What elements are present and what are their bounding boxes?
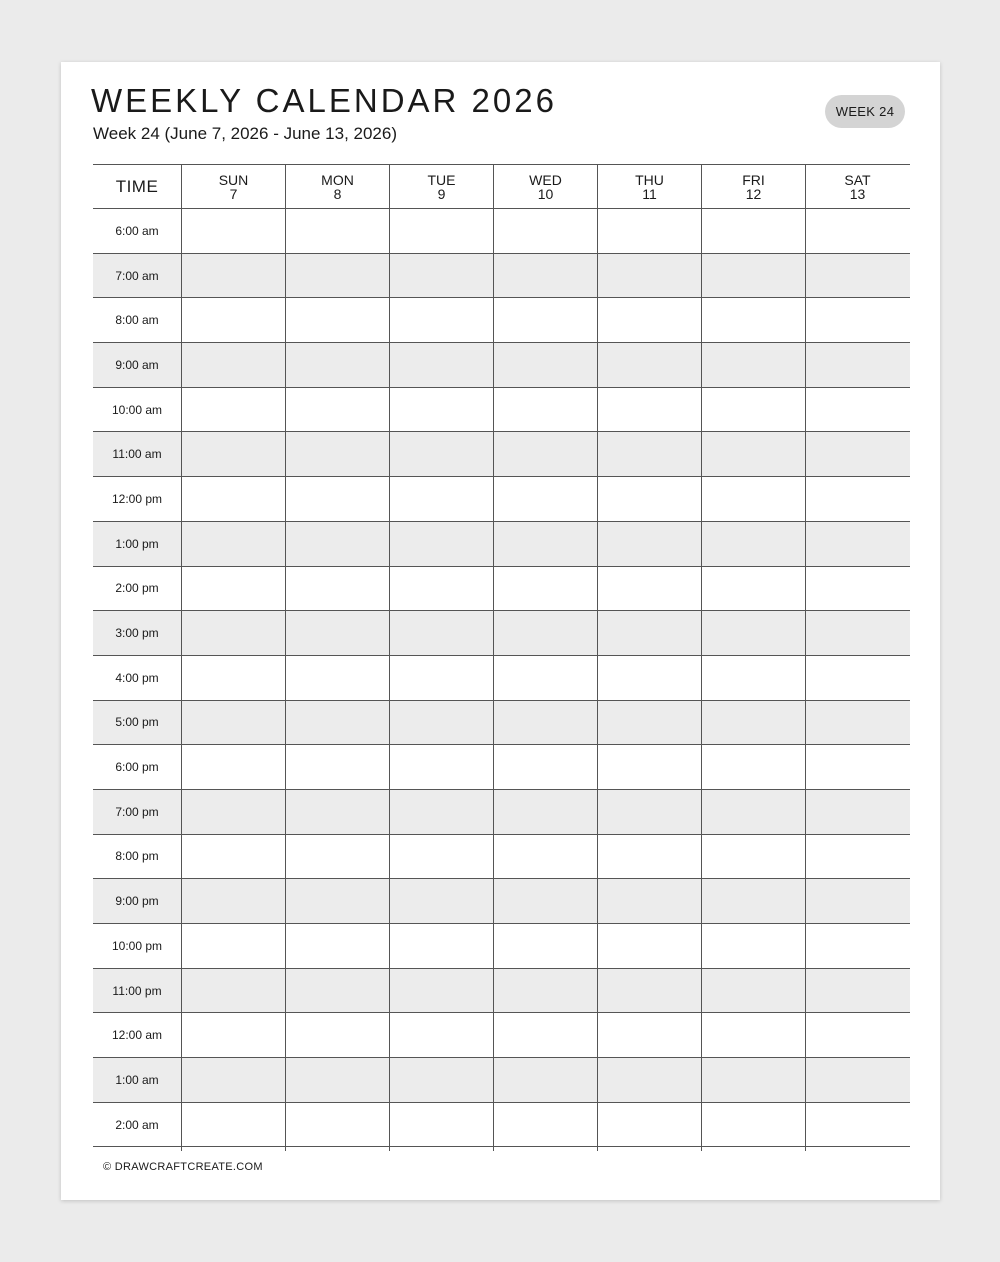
slot-cell-sun[interactable] xyxy=(181,388,285,432)
slot-cell-thu[interactable] xyxy=(597,1058,701,1102)
slot-cell-wed[interactable] xyxy=(493,969,597,1013)
slot-cell-fri[interactable] xyxy=(701,924,805,968)
day-date: 10 xyxy=(537,185,554,202)
day-name: THU xyxy=(635,171,664,188)
slot-cell-wed[interactable] xyxy=(493,1058,597,1102)
day-name: MON xyxy=(321,171,354,188)
slot-cell-fri[interactable] xyxy=(701,701,805,745)
table-row xyxy=(93,343,910,388)
time-label: 3:00 pm xyxy=(115,626,159,641)
slot-cell-tue[interactable] xyxy=(389,477,493,521)
slot-cell-sat[interactable] xyxy=(805,1103,909,1147)
slot-cell-wed[interactable] xyxy=(493,790,597,834)
slot-cell-wed[interactable] xyxy=(493,611,597,655)
slot-cell-fri[interactable] xyxy=(701,745,805,789)
slot-cell-thu[interactable] xyxy=(597,477,701,521)
slot-cell-tue[interactable] xyxy=(389,1013,493,1057)
time-label: 8:00 am xyxy=(115,313,159,328)
slot-cell-mon[interactable] xyxy=(285,790,389,834)
slot-cell-sat[interactable] xyxy=(805,1058,909,1102)
slot-cell-sat[interactable] xyxy=(805,388,909,432)
slot-cell-fri[interactable] xyxy=(701,1058,805,1102)
slot-cell-thu[interactable] xyxy=(597,522,701,566)
column-tail xyxy=(181,1146,285,1151)
slot-cell-sat[interactable] xyxy=(805,790,909,834)
day-header-sat xyxy=(805,165,909,208)
table-row xyxy=(93,254,910,299)
slot-cell-sat[interactable] xyxy=(805,522,909,566)
table-row xyxy=(93,701,910,746)
day-date: 13 xyxy=(849,185,866,202)
table-row xyxy=(93,656,910,701)
slot-cell-sun[interactable] xyxy=(181,879,285,923)
grid-column-tails xyxy=(93,1146,910,1151)
slot-cell-sat[interactable] xyxy=(805,298,909,342)
slot-cell-tue[interactable] xyxy=(389,209,493,253)
slot-cell-sun[interactable] xyxy=(181,701,285,745)
slot-cell-sat[interactable] xyxy=(805,879,909,923)
day-header-sun xyxy=(181,165,285,208)
slot-cell-thu[interactable] xyxy=(597,432,701,476)
table-row xyxy=(93,924,910,969)
day-name: WED xyxy=(529,171,562,188)
time-label: 8:00 pm xyxy=(115,849,159,864)
slot-cell-fri[interactable] xyxy=(701,343,805,387)
slot-cell-fri[interactable] xyxy=(701,1103,805,1147)
slot-cell-fri[interactable] xyxy=(701,432,805,476)
day-header-tue xyxy=(389,165,493,208)
slot-cell-sat[interactable] xyxy=(805,611,909,655)
slot-cell-sun[interactable] xyxy=(181,522,285,566)
slot-cell-mon[interactable] xyxy=(285,611,389,655)
time-label: 7:00 am xyxy=(115,268,159,283)
slot-cell-thu[interactable] xyxy=(597,701,701,745)
slot-cell-mon[interactable] xyxy=(285,209,389,253)
slot-cell-fri[interactable] xyxy=(701,522,805,566)
slot-cell-sun[interactable] xyxy=(181,611,285,655)
slot-cell-sat[interactable] xyxy=(805,254,909,298)
day-date: 8 xyxy=(333,185,342,202)
slot-cell-sat[interactable] xyxy=(805,701,909,745)
day-date: 11 xyxy=(642,185,657,202)
slot-cell-thu[interactable] xyxy=(597,611,701,655)
table-row xyxy=(93,1058,910,1103)
table-row xyxy=(93,969,910,1014)
time-label: 9:00 am xyxy=(115,357,159,372)
slot-cell-thu[interactable] xyxy=(597,969,701,1013)
day-header-thu xyxy=(597,165,701,208)
table-row xyxy=(93,298,910,343)
table-row xyxy=(93,209,910,254)
day-header-fri xyxy=(701,165,805,208)
slot-cell-sat[interactable] xyxy=(805,835,909,879)
slot-cell-sun[interactable] xyxy=(181,209,285,253)
slot-cell-wed[interactable] xyxy=(493,835,597,879)
slot-cell-sun[interactable] xyxy=(181,1103,285,1147)
slot-cell-tue[interactable] xyxy=(389,924,493,968)
slot-cell-wed[interactable] xyxy=(493,701,597,745)
slot-cell-fri[interactable] xyxy=(701,969,805,1013)
slot-cell-thu[interactable] xyxy=(597,343,701,387)
table-row xyxy=(93,835,910,880)
table-row xyxy=(93,790,910,835)
slot-cell-mon[interactable] xyxy=(285,656,389,700)
slot-cell-thu[interactable] xyxy=(597,254,701,298)
slot-cell-sat[interactable] xyxy=(805,343,909,387)
time-label: 7:00 pm xyxy=(115,804,159,819)
slot-cell-mon[interactable] xyxy=(285,701,389,745)
slot-cell-thu[interactable] xyxy=(597,298,701,342)
copyright-footer: © DRAWCRAFTCREATE.COM xyxy=(103,1161,263,1173)
slot-cell-tue[interactable] xyxy=(389,567,493,611)
schedule-grid xyxy=(93,164,910,1147)
slot-cell-fri[interactable] xyxy=(701,611,805,655)
slot-cell-mon[interactable] xyxy=(285,477,389,521)
slot-cell-sun[interactable] xyxy=(181,477,285,521)
slot-cell-mon[interactable] xyxy=(285,567,389,611)
slot-cell-tue[interactable] xyxy=(389,745,493,789)
time-label: 10:00 pm xyxy=(111,938,163,953)
slot-cell-mon[interactable] xyxy=(285,254,389,298)
slot-cell-wed[interactable] xyxy=(493,522,597,566)
time-label: 9:00 pm xyxy=(115,894,159,909)
slot-cell-sat[interactable] xyxy=(805,924,909,968)
slot-cell-fri[interactable] xyxy=(701,209,805,253)
slot-cell-mon[interactable] xyxy=(285,924,389,968)
slot-cell-wed[interactable] xyxy=(493,1103,597,1147)
slot-cell-sun[interactable] xyxy=(181,298,285,342)
slot-cell-thu[interactable] xyxy=(597,745,701,789)
slot-cell-mon[interactable] xyxy=(285,1013,389,1057)
slot-cell-sun[interactable] xyxy=(181,835,285,879)
slot-cell-fri[interactable] xyxy=(701,298,805,342)
slot-cell-sun[interactable] xyxy=(181,1013,285,1057)
column-tail xyxy=(389,1146,493,1151)
slot-cell-mon[interactable] xyxy=(285,1058,389,1102)
slot-cell-wed[interactable] xyxy=(493,477,597,521)
slot-cell-mon[interactable] xyxy=(285,432,389,476)
slot-cell-tue[interactable] xyxy=(389,388,493,432)
slot-cell-sun[interactable] xyxy=(181,343,285,387)
time-label: 11:00 pm xyxy=(112,983,162,998)
day-name: FRI xyxy=(742,171,765,188)
slot-cell-wed[interactable] xyxy=(493,388,597,432)
slot-cell-sat[interactable] xyxy=(805,477,909,521)
column-tail xyxy=(597,1146,701,1151)
table-row xyxy=(93,388,910,433)
slot-cell-wed[interactable] xyxy=(493,745,597,789)
calendar-page xyxy=(61,62,940,1200)
slot-cell-mon[interactable] xyxy=(285,879,389,923)
column-tail xyxy=(701,1146,805,1151)
slot-cell-thu[interactable] xyxy=(597,656,701,700)
slot-cell-tue[interactable] xyxy=(389,611,493,655)
slot-cell-fri[interactable] xyxy=(701,254,805,298)
slot-cell-sun[interactable] xyxy=(181,924,285,968)
slot-cell-mon[interactable] xyxy=(285,1103,389,1147)
slot-cell-fri[interactable] xyxy=(701,388,805,432)
time-label: 2:00 am xyxy=(115,1117,159,1132)
slot-cell-thu[interactable] xyxy=(597,209,701,253)
day-date: 7 xyxy=(229,185,238,202)
slot-cell-sun[interactable] xyxy=(181,745,285,789)
slot-cell-tue[interactable] xyxy=(389,1103,493,1147)
slot-cell-wed[interactable] xyxy=(493,343,597,387)
day-name: SUN xyxy=(218,171,249,188)
day-date: 9 xyxy=(437,185,446,202)
slot-cell-wed[interactable] xyxy=(493,879,597,923)
slot-cell-sun[interactable] xyxy=(181,969,285,1013)
slot-cell-sat[interactable] xyxy=(805,969,909,1013)
slot-cell-tue[interactable] xyxy=(389,656,493,700)
slot-cell-fri[interactable] xyxy=(701,835,805,879)
slot-cell-sat[interactable] xyxy=(805,432,909,476)
slot-cell-fri[interactable] xyxy=(701,567,805,611)
week-date-range: Week 24 (June 7, 2026 - June 13, 2026) xyxy=(93,124,397,143)
table-row xyxy=(93,522,910,567)
table-row xyxy=(93,1013,910,1058)
slot-cell-sun[interactable] xyxy=(181,790,285,834)
table-row xyxy=(93,477,910,522)
slot-cell-wed[interactable] xyxy=(493,209,597,253)
slot-cell-fri[interactable] xyxy=(701,477,805,521)
time-label: 11:00 am xyxy=(112,447,162,462)
slot-cell-sun[interactable] xyxy=(181,254,285,298)
time-label: 4:00 pm xyxy=(115,670,159,685)
slot-cell-fri[interactable] xyxy=(701,656,805,700)
slot-cell-wed[interactable] xyxy=(493,924,597,968)
table-row xyxy=(93,879,910,924)
slot-cell-fri[interactable] xyxy=(701,1013,805,1057)
slot-cell-sun[interactable] xyxy=(181,656,285,700)
time-label: 1:00 pm xyxy=(115,536,159,551)
time-label: 5:00 pm xyxy=(115,715,159,730)
time-label: 2:00 pm xyxy=(115,581,159,596)
slot-cell-sat[interactable] xyxy=(805,656,909,700)
slot-cell-thu[interactable] xyxy=(597,835,701,879)
slot-cell-mon[interactable] xyxy=(285,835,389,879)
slot-cell-thu[interactable] xyxy=(597,879,701,923)
slot-cell-tue[interactable] xyxy=(389,835,493,879)
slot-cell-tue[interactable] xyxy=(389,969,493,1013)
slot-cell-sat[interactable] xyxy=(805,209,909,253)
slot-cell-thu[interactable] xyxy=(597,924,701,968)
time-label: 6:00 pm xyxy=(115,760,159,775)
time-rows xyxy=(93,209,910,1147)
slot-cell-mon[interactable] xyxy=(285,969,389,1013)
slot-cell-fri[interactable] xyxy=(701,879,805,923)
slot-cell-fri[interactable] xyxy=(701,790,805,834)
slot-cell-tue[interactable] xyxy=(389,701,493,745)
slot-cell-thu[interactable] xyxy=(597,1103,701,1147)
week-badge: WEEK 24 xyxy=(825,95,905,128)
slot-cell-tue[interactable] xyxy=(389,432,493,476)
slot-cell-wed[interactable] xyxy=(493,567,597,611)
table-row xyxy=(93,567,910,612)
slot-cell-thu[interactable] xyxy=(597,567,701,611)
slot-cell-thu[interactable] xyxy=(597,790,701,834)
slot-cell-mon[interactable] xyxy=(285,522,389,566)
time-label: 6:00 am xyxy=(115,223,159,238)
time-label: 12:00 pm xyxy=(111,491,163,506)
slot-cell-mon[interactable] xyxy=(285,388,389,432)
slot-cell-wed[interactable] xyxy=(493,1013,597,1057)
slot-cell-wed[interactable] xyxy=(493,432,597,476)
time-label: 12:00 am xyxy=(111,1028,163,1043)
day-header-mon xyxy=(285,165,389,208)
slot-cell-sat[interactable] xyxy=(805,567,909,611)
slot-cell-thu[interactable] xyxy=(597,1013,701,1057)
slot-cell-thu[interactable] xyxy=(597,388,701,432)
slot-cell-tue[interactable] xyxy=(389,790,493,834)
page-title: WEEKLY CALENDAR 2026 xyxy=(91,82,557,119)
table-row xyxy=(93,432,910,477)
slot-cell-tue[interactable] xyxy=(389,298,493,342)
slot-cell-wed[interactable] xyxy=(493,254,597,298)
time-label: 1:00 am xyxy=(115,1072,159,1087)
column-tail xyxy=(493,1146,597,1151)
time-label: 10:00 am xyxy=(111,402,163,417)
table-row xyxy=(93,611,910,656)
day-name: SAT xyxy=(844,171,871,188)
table-row xyxy=(93,745,910,790)
column-tail xyxy=(285,1146,389,1151)
slot-cell-tue[interactable] xyxy=(389,522,493,566)
slot-cell-tue[interactable] xyxy=(389,1058,493,1102)
slot-cell-sat[interactable] xyxy=(805,1013,909,1057)
slot-cell-sun[interactable] xyxy=(181,1058,285,1102)
slot-cell-mon[interactable] xyxy=(285,298,389,342)
tail-spacer xyxy=(93,1146,181,1151)
slot-cell-sat[interactable] xyxy=(805,745,909,789)
column-tail xyxy=(805,1146,909,1151)
slot-cell-wed[interactable] xyxy=(493,298,597,342)
slot-cell-tue[interactable] xyxy=(389,879,493,923)
slot-cell-wed[interactable] xyxy=(493,656,597,700)
time-column-header: TIME xyxy=(115,176,159,196)
table-row xyxy=(93,1103,910,1148)
day-name: TUE xyxy=(427,171,456,188)
slot-cell-tue[interactable] xyxy=(389,254,493,298)
grid-header-row xyxy=(93,164,910,209)
day-header-wed xyxy=(493,165,597,208)
slot-cell-sun[interactable] xyxy=(181,567,285,611)
slot-cell-tue[interactable] xyxy=(389,343,493,387)
day-date: 12 xyxy=(745,185,762,202)
slot-cell-sun[interactable] xyxy=(181,432,285,476)
slot-cell-mon[interactable] xyxy=(285,343,389,387)
slot-cell-mon[interactable] xyxy=(285,745,389,789)
